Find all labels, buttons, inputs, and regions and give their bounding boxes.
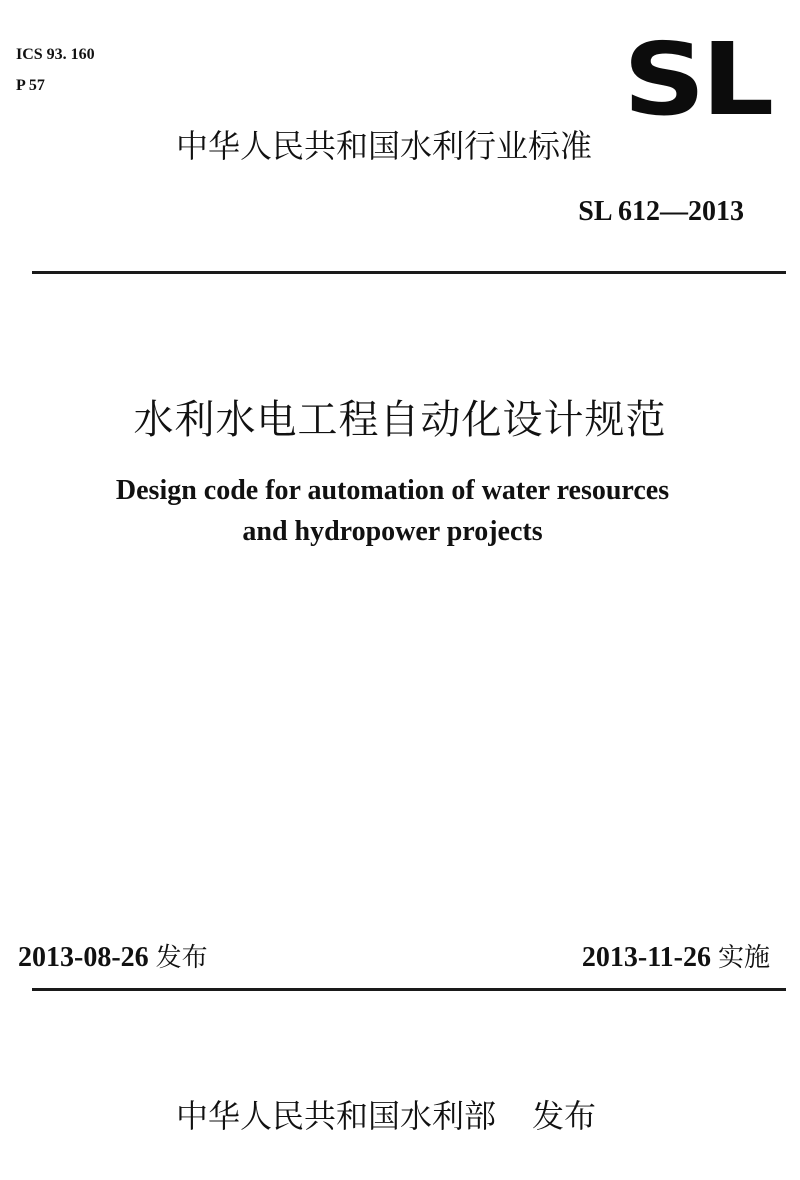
industry-standard-title: 中华人民共和国水利行业标准 [176, 127, 593, 165]
implement-word: 实施 [717, 943, 770, 973]
bottom-divider [32, 988, 786, 991]
english-title-line-2: and hydropower projects [242, 516, 543, 547]
ccs-code: P 57 [16, 77, 45, 94]
implement-date-block [582, 938, 770, 978]
standard-number: SL 612—2013 [578, 196, 744, 227]
top-divider [32, 271, 786, 274]
document-title-english [0, 470, 785, 552]
sl-logo: SL [623, 21, 770, 138]
publisher-name: 中华人民共和国水利部 [176, 1097, 497, 1135]
issue-date: 2013-08-26 [18, 942, 149, 973]
document-title-chinese: 水利水电工程自动化设计规范 [133, 397, 667, 443]
ics-code: ICS 93. 160 [16, 46, 95, 63]
english-title-line-1: Design code for automation of water resources [115, 475, 670, 506]
issue-date-block [18, 938, 208, 978]
publisher-block [176, 1094, 596, 1138]
issue-word: 发布 [155, 943, 208, 973]
implement-date: 2013-11-26 [581, 942, 711, 973]
publish-word: 发布 [532, 1097, 597, 1135]
